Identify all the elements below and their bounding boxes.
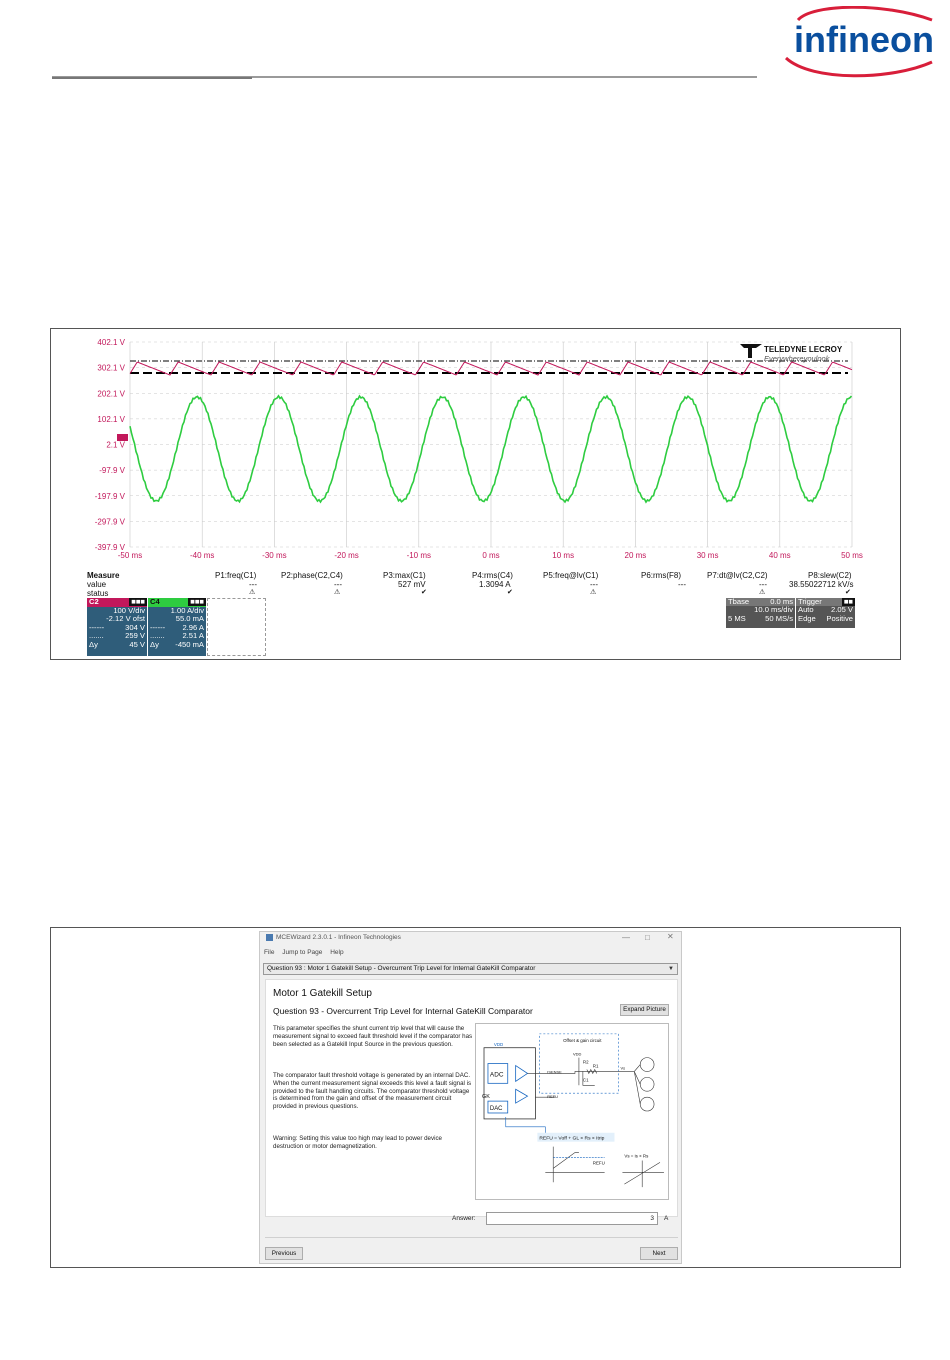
- c2-ground-marker: [117, 434, 128, 441]
- measure-value-label: value: [87, 580, 107, 589]
- refu-graph-label: REFU: [592, 1160, 605, 1166]
- c2-flags: ■■■: [131, 597, 145, 606]
- status-check-icon: ✔: [507, 589, 513, 596]
- dac-label: DAC: [489, 1106, 503, 1113]
- answer-unit: A: [664, 1215, 669, 1222]
- param-name: P2:phase(C2,C4): [281, 571, 343, 580]
- param-name: P8:slew(C2): [808, 571, 852, 580]
- x-tick-label: -50 ms: [117, 551, 143, 560]
- scope-y-axis: [95, 338, 126, 552]
- r1-label: R1: [592, 1063, 599, 1069]
- divider: [265, 1237, 678, 1238]
- c2-scale: 100 V/div: [113, 606, 145, 615]
- mosfet-icon: [640, 1058, 654, 1072]
- status-warning-icon: ⚠: [590, 589, 597, 596]
- status-warning-icon: ⚠: [334, 589, 341, 596]
- offset-gain-title: Offset & gain circuit: [563, 1037, 602, 1043]
- next-button[interactable]: Next: [640, 1247, 678, 1260]
- param-name: P4:rms(C4): [472, 571, 513, 580]
- minimize-button[interactable]: —: [622, 933, 630, 942]
- mosfet-icon: [640, 1097, 654, 1111]
- c4-cursor1: ------ 2.96 A: [150, 622, 204, 632]
- menu-help[interactable]: Help: [330, 949, 344, 956]
- empty-channel-slot: [207, 598, 266, 656]
- close-icon[interactable]: ✕: [667, 932, 674, 941]
- c2-cursor1: ------ 304 V: [89, 622, 145, 632]
- param-name: P6:rms(F8): [641, 571, 681, 580]
- refu-pin-label: REFU: [547, 1094, 559, 1100]
- warning-paragraph: Warning: Setting this value too high may lead to power device destruction or motor demagnetization.: [273, 1135, 442, 1150]
- c2-delta: Δy 45 V: [89, 639, 145, 649]
- y-tick-label: 2.1 V: [106, 440, 125, 450]
- comparator-symbol: [516, 1089, 528, 1103]
- adc-label: ADC: [489, 1071, 504, 1079]
- app-icon: [266, 934, 273, 941]
- x-tick-label: -40 ms: [189, 551, 215, 560]
- param-value: ---: [678, 580, 686, 589]
- c4-channel-tile[interactable]: [148, 598, 206, 656]
- x-tick-label: -30 ms: [262, 551, 287, 560]
- tbase-div: 10.0 ms/div: [754, 605, 793, 615]
- c4-delta: Δy -450 mA: [150, 639, 204, 649]
- x-tick-label: 40 ms: [768, 551, 791, 560]
- x-tick-label: -10 ms: [406, 551, 432, 560]
- gatekill-circuit-diagram: [475, 1023, 669, 1200]
- r2-label: R2: [582, 1059, 589, 1065]
- c4-scale: 1.00 A/div: [170, 606, 204, 615]
- param-value: 527 mV: [398, 580, 426, 589]
- menu-bar: [264, 949, 350, 956]
- answer-label: Answer:: [452, 1215, 476, 1222]
- page-heading: Motor 1 Gatekill Setup: [273, 988, 372, 999]
- connector-line: [506, 1117, 546, 1133]
- c4-offset: 55.0 mA: [175, 614, 204, 624]
- param-value: ---: [759, 580, 767, 589]
- vs-label: Vs: [620, 1065, 626, 1071]
- param-value: ---: [334, 580, 342, 589]
- param-value: 1.3094 A: [479, 580, 511, 589]
- timebase-tile[interactable]: [726, 598, 795, 628]
- y-tick-label: 102.1 V: [97, 414, 125, 424]
- y-tick-label: 202.1 V: [97, 389, 125, 399]
- y-tick-label: -97.9 V: [99, 466, 125, 476]
- window-title: MCEWizard 2.3.0.1 - Infineon Technologies: [266, 934, 401, 941]
- status-check-icon: ✔: [845, 589, 851, 596]
- y-tick-label: -397.9 V: [94, 543, 125, 552]
- x-tick-label: 30 ms: [696, 551, 719, 560]
- vs-graph: [622, 1160, 664, 1187]
- param-value: ---: [249, 580, 257, 589]
- teledyne-logo: [740, 344, 843, 363]
- isense-label: ISENSE: [547, 1069, 562, 1075]
- status-warning-icon: ⚠: [249, 589, 256, 596]
- c4-flags: ■■■: [190, 597, 204, 606]
- header-rule-accent: [52, 77, 252, 79]
- c2-cursor2: ....... 259 V: [89, 631, 145, 641]
- c4-cursor2: ....... 2.51 A: [150, 631, 204, 641]
- question-title: Question 93 - Overcurrent Trip Level for Internal GateKill Comparator: [273, 1006, 533, 1016]
- description-paragraph: The comparator fault threshold voltage is generated by an internal DAC. When the current measurement signal exceeds this level a fault signal is provided to the fault handling circuits. The comparator threshold voltage is determined from the gain and offset of the measurement circuit provided in previous questions.: [273, 1072, 472, 1111]
- mosfet-icon: [640, 1077, 654, 1091]
- c2-offset: -2.12 V ofst: [106, 614, 145, 624]
- c2-channel-tile[interactable]: [87, 598, 147, 656]
- param-name: P7:dt@lv(C2,C2): [707, 571, 768, 580]
- trigger-header: Trigger ■■: [798, 597, 853, 606]
- svg-text:VDD: VDD: [572, 1051, 582, 1057]
- y-tick-label: -197.9 V: [94, 491, 125, 501]
- trigger-tile[interactable]: [796, 598, 855, 628]
- teledyne-tagline: Everywhereyoulook: [764, 354, 830, 363]
- answer-input[interactable]: 3: [486, 1212, 658, 1225]
- x-tick-label: 50 ms: [841, 551, 863, 560]
- amplifier-symbol: [516, 1066, 528, 1082]
- status-check-icon: ✔: [421, 589, 427, 596]
- previous-button[interactable]: Previous: [265, 1247, 303, 1260]
- gk-label: GK: [482, 1094, 490, 1101]
- question-select[interactable]: Question 93 : Motor 1 Gatekill Setup - Overcurrent Trip Level for Internal GateKill Comparator ▼: [263, 963, 678, 975]
- x-tick-label: 10 ms: [552, 551, 575, 560]
- measure-status-label: status: [87, 589, 109, 598]
- x-tick-label: 20 ms: [624, 551, 647, 560]
- vs-formula: Vs = is × Rs: [624, 1153, 649, 1159]
- y-tick-label: 402.1 V: [97, 338, 125, 347]
- x-tick-label: 0 ms: [482, 551, 500, 560]
- description-paragraph: This parameter specifies the shunt current trip level that will cause the measurement signal to exceed fault threshold level if the comparator has been selected as a Gatekill Input Source in the previous question.: [273, 1025, 473, 1048]
- scope-x-axis: [118, 551, 863, 560]
- vdd-label: VDD: [493, 1041, 504, 1047]
- trigger-type: Edge Positive: [798, 613, 853, 623]
- expand-picture-button[interactable]: Expand Picture: [620, 1004, 669, 1016]
- y-tick-label: -297.9 V: [94, 517, 125, 527]
- param-name: P1:freq(C1): [215, 571, 257, 580]
- chevron-down-icon: ▼: [668, 966, 674, 972]
- param-value: 38.55022712 kV/s: [789, 580, 854, 589]
- infineon-logo: [772, 6, 942, 78]
- menu-file[interactable]: File: [264, 949, 275, 956]
- logo-wordmark: infineon: [794, 19, 934, 60]
- param-name: P3:max(C1): [383, 571, 426, 580]
- status-warning-icon: ⚠: [759, 589, 766, 596]
- maximize-button[interactable]: □: [645, 933, 650, 942]
- measure-heading: Measure: [87, 571, 120, 580]
- param-name: P5:freq@lv(C1): [543, 571, 599, 580]
- refu-formula: REFU = Voff + GL × Rs × Itrip: [539, 1136, 605, 1142]
- c1-label: C1: [582, 1077, 589, 1083]
- trigger-mode: Auto 2.05 V: [798, 605, 853, 615]
- param-value: ---: [590, 580, 598, 589]
- x-tick-label: -20 ms: [334, 551, 359, 560]
- c4-name: C4: [150, 597, 160, 606]
- menu-jump-to-page[interactable]: Jump to Page: [282, 949, 323, 956]
- teledyne-brand: TELEDYNE LECROY: [764, 345, 843, 354]
- c2-name: C2: [89, 597, 99, 606]
- tbase-samples: 5 MS 50 MS/s: [728, 613, 793, 623]
- y-tick-label: 302.1 V: [97, 363, 125, 373]
- tbase-header: Tbase 0.0 ms: [728, 597, 793, 606]
